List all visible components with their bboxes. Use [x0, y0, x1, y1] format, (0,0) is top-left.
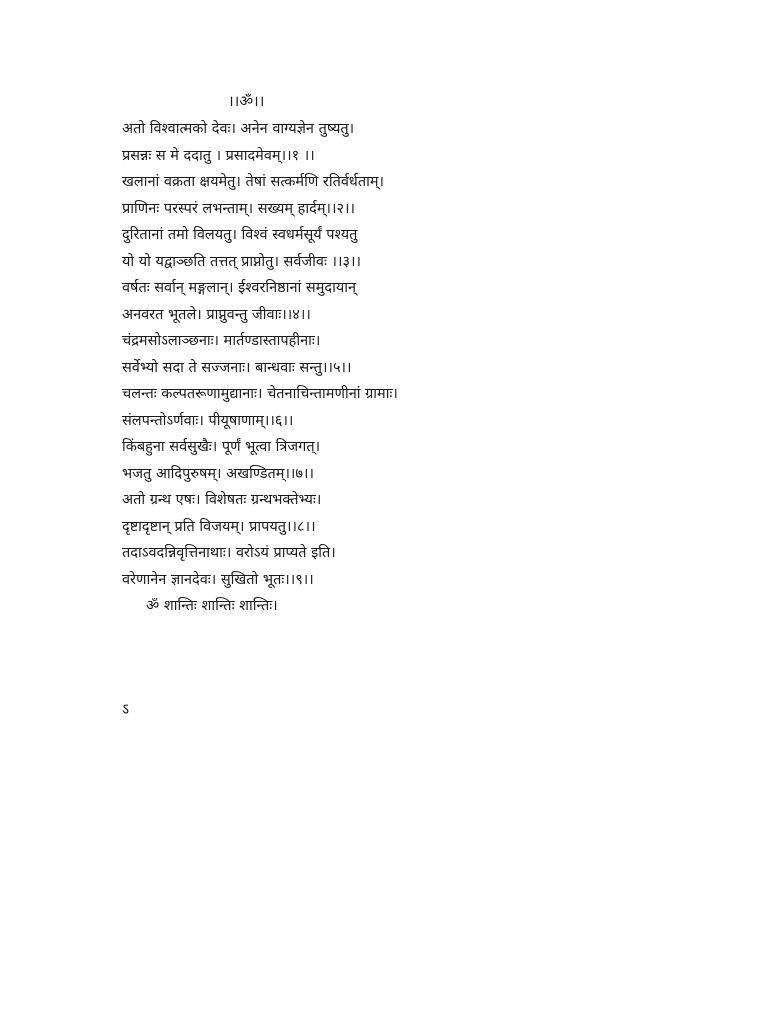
verse-line: चंद्रमसोऽलाञ्छनाः। मार्तण्डास्तापहीनाः।: [122, 333, 321, 349]
verse-line: दुरितानां तमो विलयतु। विश्वं स्वधर्मसूर्यं पश्यतु: [122, 227, 358, 243]
om-heading: ।।ॐ।।: [228, 92, 265, 110]
verse-line: वर्षतः सर्वान् मङ्गलान्। ईश्वरनिष्ठानां समुदायान्: [122, 280, 357, 296]
verse-line: तदाऽवदन्निवृत्तिनाथाः। वरोऽयं प्राप्यते इति।: [122, 545, 336, 561]
verse-line: प्राणिनः परस्परं लभन्ताम्। सख्यम् हार्दम्।।२।।: [122, 200, 356, 217]
verse-line: प्रसन्नः स मे ददातु । प्रसादमेवम्।।१ ।।: [122, 147, 315, 164]
shanti-mantra-line: ॐ शान्तिः शान्तिः शान्तिः।: [146, 598, 278, 614]
verse-line: अतो ग्रन्थ एषः। विशेषतः ग्रन्थभक्तेभ्यः।: [122, 492, 322, 508]
verse-line: खलानां वक्रता क्षयमेतु। तेषां सत्कर्मणि रतिर्वर्धताम्।: [122, 174, 385, 190]
verse-line: अनवरत भूतले। प्राप्नुवन्तु जीवाः।।४।।: [122, 306, 311, 323]
verse-block: [122, 116, 682, 620]
verse-line: अतो विश्वात्मको देवः। अनेन वाग्यज्ञेन तुष्यतु।: [122, 121, 355, 137]
verse-line: यो यो यद्वाञ्छति तत्तत् प्राप्नोतु। सर्वजीवः ।।३।।: [122, 253, 362, 270]
verse-line: किंबहुना सर्वसुखैः। पूर्णं भूत्वा त्रिजगत्।: [122, 439, 321, 455]
verse-line: दृष्टादृष्टान् प्रति विजयम्। प्रापयतु।।८।।: [122, 518, 316, 535]
page-number: ऽ: [122, 700, 130, 718]
verse-line: वरेणानेन ज्ञानदेवः। सुखितो भूतः।।९।।: [122, 571, 314, 588]
verse-line: सर्वेभ्यो सदा ते सज्जनाः। बान्धवाः सन्तु।।५।।: [122, 359, 352, 376]
verse-line: भजतु आदिपुरुषम्। अखण्डितम्।।७।।: [122, 465, 314, 482]
verse-line: संलपन्तोऽर्णवाः। पीयूषाणाम्।।६।।: [122, 412, 294, 429]
verse-line: चलन्तः कल्पतरूणामुद्यानाः। चेतनाचिन्तामणीनां ग्रामाः।: [122, 386, 398, 402]
